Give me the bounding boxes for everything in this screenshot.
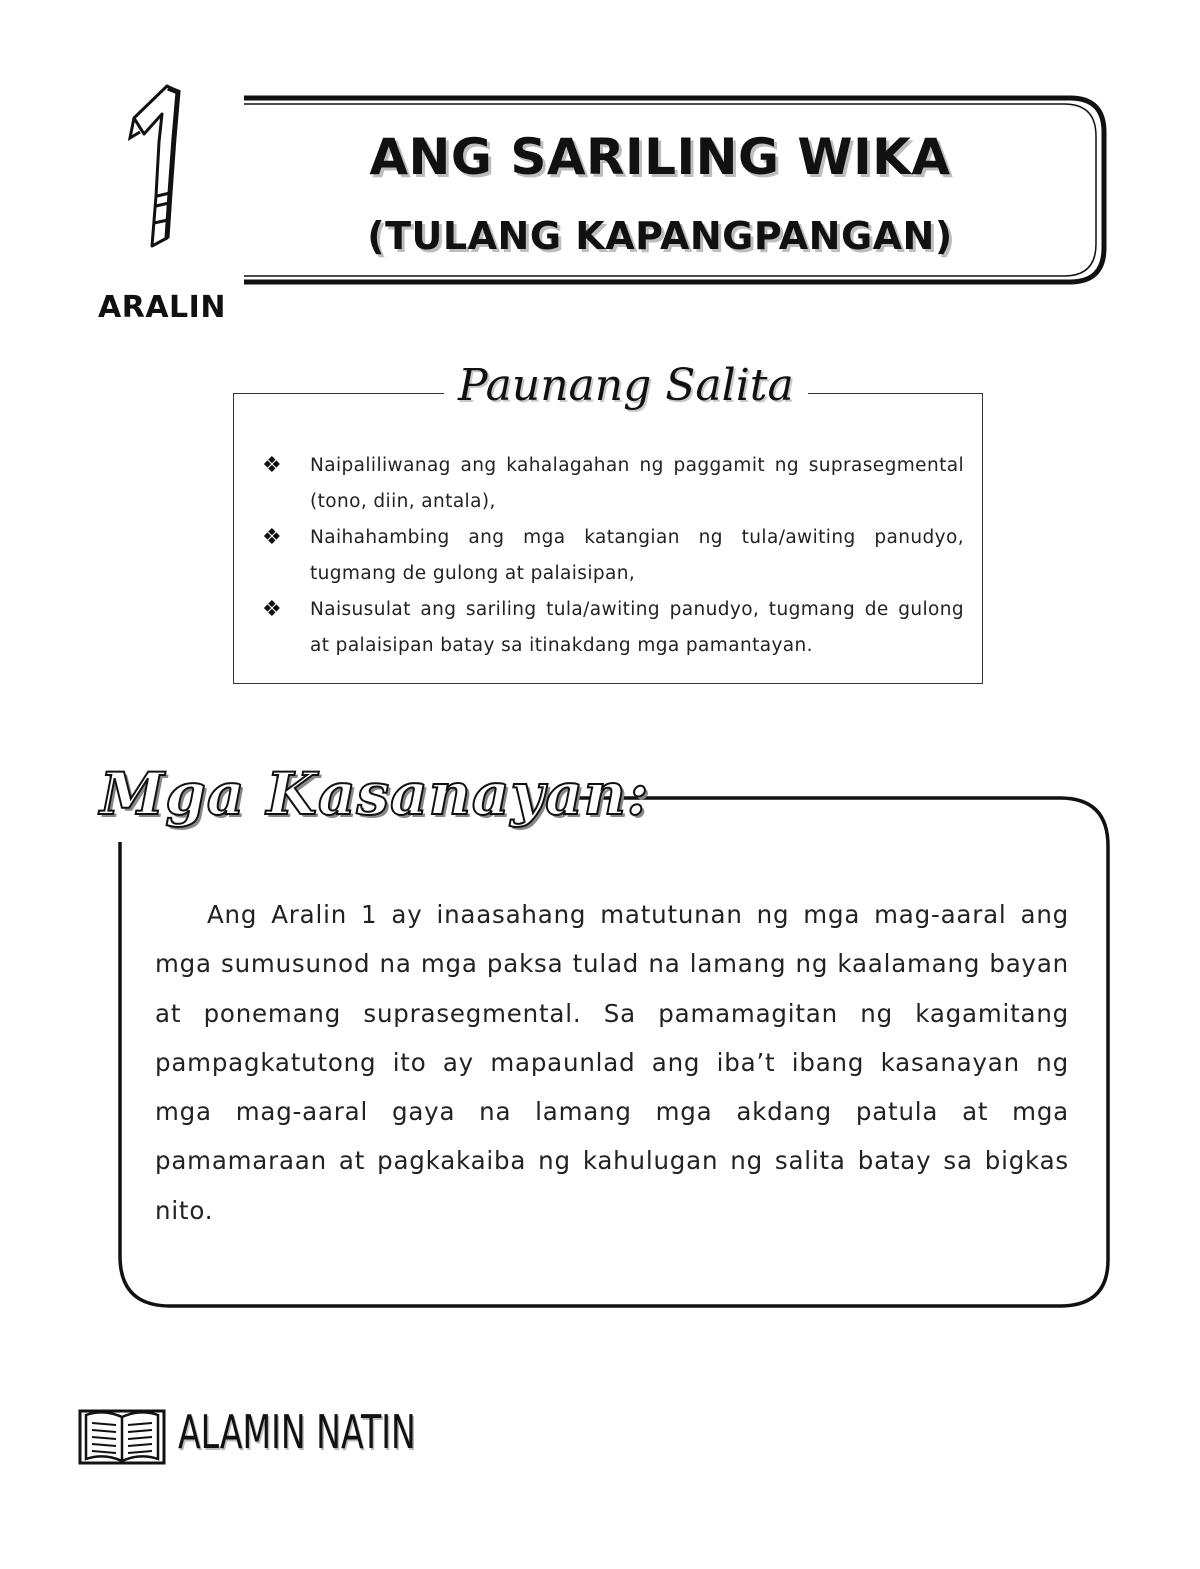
diamond-bullet-icon: ❖ <box>262 525 283 550</box>
objectives-list <box>262 448 964 664</box>
objective-text: Naisusulat ang sariling tula/awiting panudyo, tugmang de gulong at palaisipan batay sa itinakdang mga pamantayan. <box>310 599 964 656</box>
paunang-salita-heading: Paunang Salita <box>444 360 808 411</box>
objective-text: Naipaliliwanag ang kahalagahan ng paggamit ng suprasegmental (tono, diin, antala), <box>310 455 964 512</box>
list-item <box>262 520 964 592</box>
diamond-bullet-icon: ❖ <box>262 453 283 478</box>
lesson-title: ANG SARILING WIKA <box>369 128 951 186</box>
open-book-icon <box>78 1405 166 1467</box>
list-item <box>262 592 964 664</box>
list-item <box>262 448 964 520</box>
diamond-bullet-icon: ❖ <box>262 597 283 622</box>
lesson-number-graphic <box>112 78 202 258</box>
objective-text: Naihahambing ang mga katangian ng tula/awiting panudyo, tugmang de gulong at palaisipan, <box>310 527 964 584</box>
lesson-subtitle: (TULANG KAPANGPANGAN) <box>367 214 953 258</box>
aralin-label: ARALIN <box>98 290 226 325</box>
alamin-natin-heading: ALAMIN NATIN <box>178 1405 416 1459</box>
title-frame <box>238 92 1110 288</box>
kasanayan-body: Ang Aralin 1 ay inaasahang matutunan ng mga mag-aaral ang mga sumusunod na mga paksa tulad na lamang ng kaalamang bayan at ponemang suprasegmental. Sa pamamagitan ng kagamitang pampagkatutong ito ay mapaunlad ang iba’t ibang kasanayan ng mga mag-aaral gaya na lamang mga akdang patula at mga pamamaraan at pagkakaiba ng kahulugan ng salita batay sa bigkas nito. <box>155 900 1069 1225</box>
kasanayan-heading: Mga Kasanayan: <box>100 760 650 828</box>
